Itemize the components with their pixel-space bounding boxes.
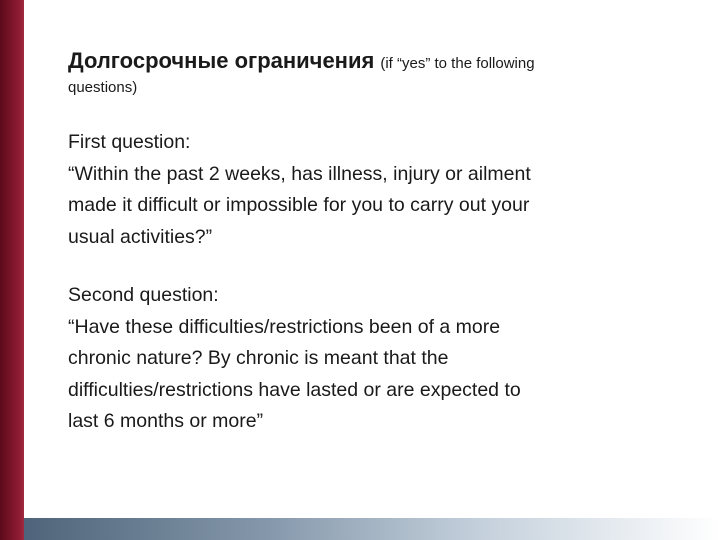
bottom-gradient-bar (24, 518, 720, 540)
left-accent-bar (0, 0, 24, 540)
title-note: (if “yes” to the following (380, 55, 535, 72)
slide-title (68, 40, 698, 97)
question-2-line: “Have these difficulties/restrictions been of a more (68, 315, 501, 338)
question-1-line: “Within the past 2 weeks, has illness, injury or ailment (68, 162, 531, 185)
question-1-line: made it difficult or impossible for you to carry out your (68, 194, 530, 216)
title-text: Долгосрочные ограничения (68, 48, 375, 73)
question-1-block (68, 127, 688, 253)
title-note-continuation: questions) (68, 79, 138, 96)
question-2-heading: Second question: (68, 284, 219, 306)
question-1-line: usual activities?” (68, 225, 213, 248)
question-2-line: last 6 months or more” (68, 410, 264, 432)
question-2-line: chronic nature? By chronic is meant that the (68, 347, 449, 369)
question-1-heading: First question: (68, 131, 191, 153)
question-2-block (68, 280, 688, 438)
question-2-line: difficulties/restrictions have lasted or are expected to (68, 378, 521, 401)
